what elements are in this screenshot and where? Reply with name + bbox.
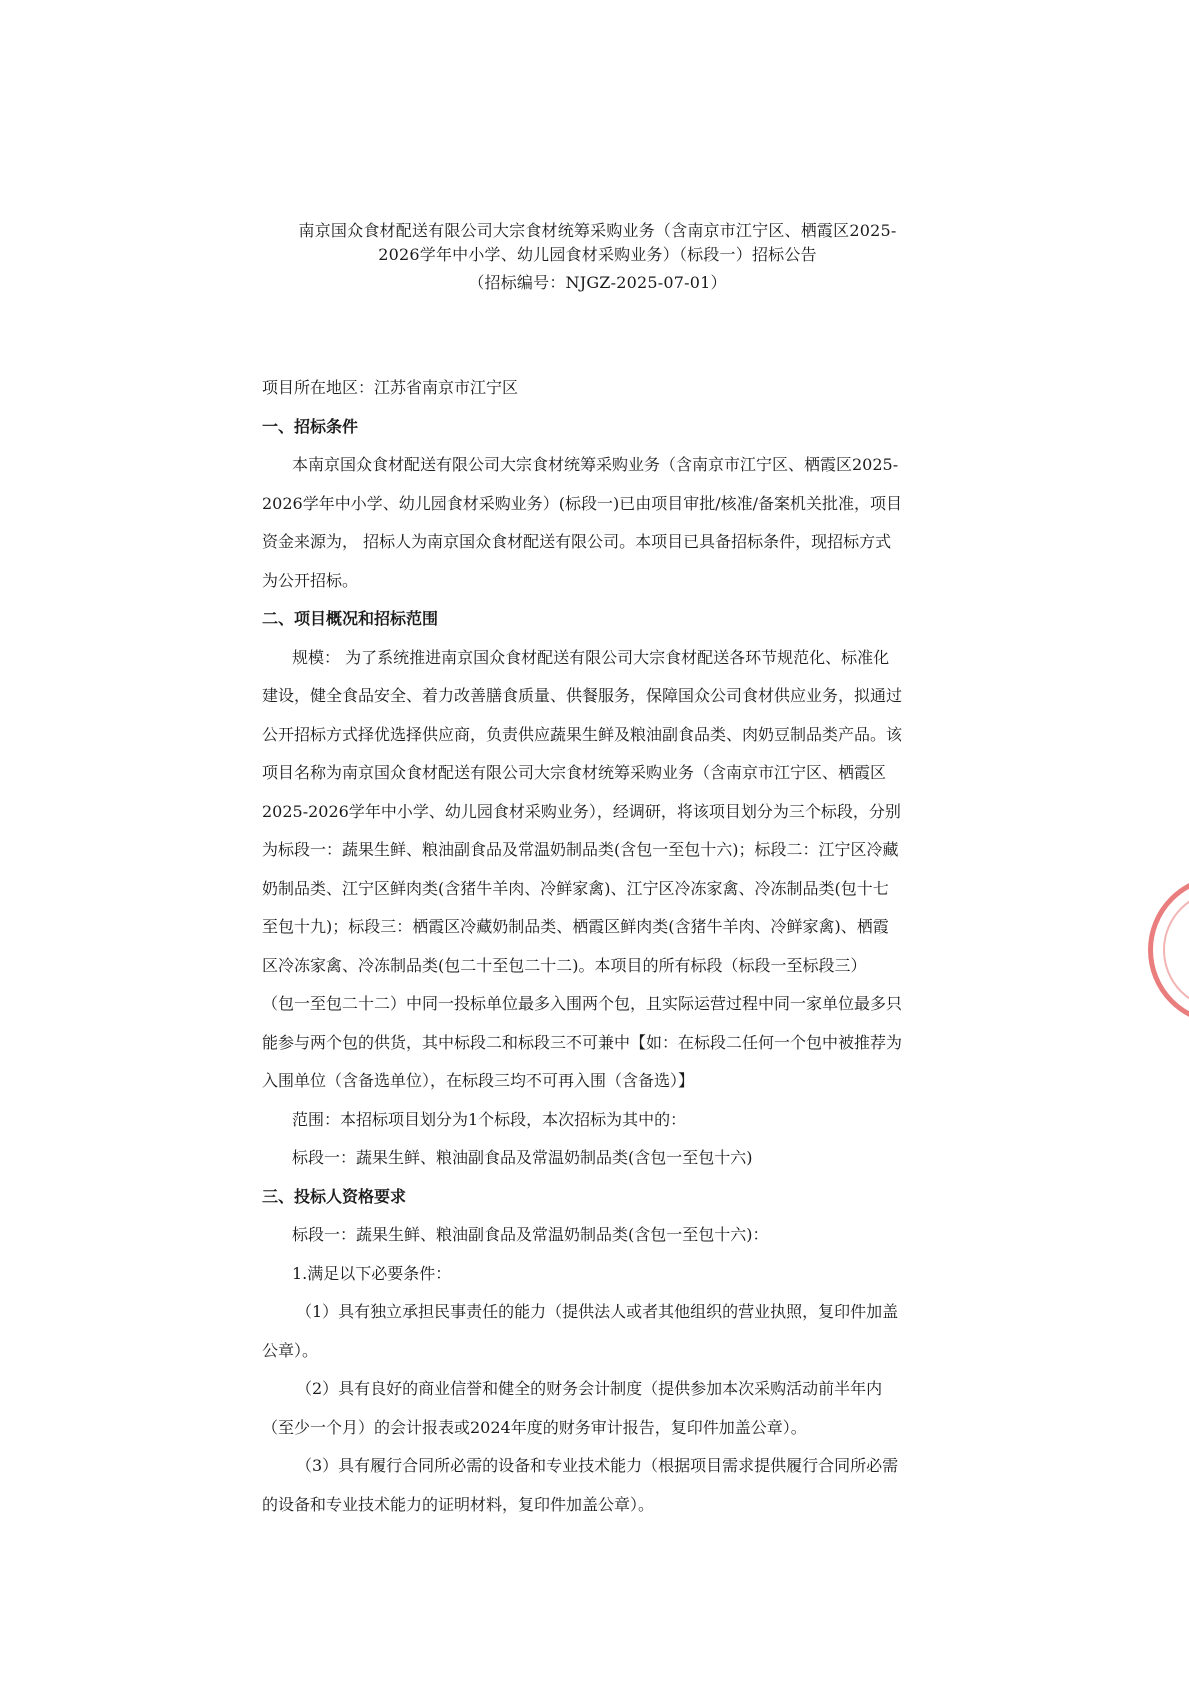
section-1-line: 2026学年中小学、幼儿园食材采购业务）(标段一)已由项目审批/核准/备案机关批准，项目	[262, 493, 902, 513]
section-2-scale-line: 奶制品类、江宁区鲜肉类(含猪牛羊肉、冷鲜家禽)、江宁区冷冻家禽、冷冻制品类(包十七	[262, 878, 889, 898]
section-1-heading: 一、招标条件	[262, 416, 359, 436]
title-line-1: 南京国众食材配送有限公司大宗食材统筹采购业务（含南京市江宁区、栖霞区2025-	[298, 221, 897, 240]
section-2-scale-line: 规模： 为了系统推进南京国众食材配送有限公司大宗食材配送各环节规范化、标准化	[292, 647, 890, 667]
project-region: 项目所在地区：江苏省南京市江宁区	[262, 378, 519, 397]
section-2-lot-line: 标段一：蔬果生鲜、粮油副食品及常温奶制品类(含包一至包十六)	[292, 1148, 753, 1167]
section-2-scale-line: 为标段一：蔬果生鲜、粮油副食品及常温奶制品类(含包一至包十六)；标段二：江宁区冷藏	[262, 840, 899, 859]
title-line-2: 2026学年中小学、幼儿园食材采购业务）（标段一）招标公告	[378, 245, 817, 264]
section-2-scale-line: 公开招标方式择优选择供应商，负责供应蔬果生鲜及粮油副食品类、肉奶豆制品类产品。该	[262, 724, 903, 744]
section-2-scale-line: 至包十九)；标段三：栖霞区冷藏奶制品类、栖霞区鲜肉类(含猪牛羊肉、冷鲜家禽)、栖霞	[262, 917, 889, 936]
section-1-line: 资金来源为， 招标人为南京国众食材配送有限公司。本项目已具备招标条件，现招标方式	[262, 532, 892, 551]
section-2-scale-line: 区冷冻家禽、冷冻制品类(包二十至包二十二)。本项目的所有标段（标段一至标段三）	[262, 955, 867, 975]
section-2-scope-line: 范围：本招标项目划分为1个标段，本次招标为其中的：	[292, 1109, 687, 1129]
section-2-scale-line: 项目名称为南京国众食材配送有限公司大宗食材统筹采购业务（含南京市江宁区、栖霞区	[262, 763, 887, 782]
document-body	[262, 369, 940, 1524]
requirement-item-line: （3）具有履行合同所必需的设备和专业技术能力（根据项目需求提供履行合同所必需	[296, 1456, 899, 1475]
document-title	[250, 219, 945, 295]
requirement-item-line: （2）具有良好的商业信誉和健全的财务会计制度（提供参加本次采购活动前半年内	[296, 1379, 883, 1398]
section-2-scale-line: 建设，健全食品安全、着力改善膳食质量、供餐服务，保障国众公司食材供应业务，拟通过	[262, 686, 903, 705]
section-3-condition-title: 1.满足以下必要条件：	[292, 1263, 452, 1283]
section-3-heading: 三、投标人资格要求	[262, 1186, 407, 1206]
official-seal-stamp	[1148, 875, 1189, 1025]
section-1-line: 本南京国众食材配送有限公司大宗食材统筹采购业务（含南京市江宁区、栖霞区2025-	[292, 455, 899, 474]
bid-number: （招标编号：NJGZ-2025-07-01）	[468, 273, 727, 292]
requirement-item-line: 公章）。	[262, 1340, 319, 1360]
official-seal-inner-ring	[1163, 890, 1189, 1010]
section-2-scale-line: 能参与两个包的供货，其中标段二和标段三不可兼中【如：在标段二任何一个包中被推荐为	[262, 1032, 903, 1052]
requirement-item-line: 的设备和专业技术能力的证明材料，复印件加盖公章）。	[262, 1494, 655, 1514]
requirement-item-line: （1）具有独立承担民事责任的能力（提供法人或者其他组织的营业执照，复印件加盖	[296, 1302, 899, 1321]
section-2-scale-line: （包一至包二十二）中同一投标单位最多入围两个包，且实际运营过程中同一家单位最多只	[262, 994, 903, 1013]
section-2-scale-line: 入围单位（含备选单位），在标段三均不可再入围（含备选）】	[262, 1071, 695, 1090]
section-1-line: 为公开招标。	[262, 570, 359, 590]
section-3-lot-line: 标段一：蔬果生鲜、粮油副食品及常温奶制品类(含包一至包十六)：	[292, 1225, 769, 1244]
section-2-heading: 二、项目概况和招标范围	[262, 609, 439, 628]
section-2-scale-line: 2025-2026学年中小学、幼儿园食材采购业务），经调研，将该项目划分为三个标段，分别	[262, 801, 901, 821]
requirement-item-line: （至少一个月）的会计报表或2024年度的财务审计报告，复印件加盖公章）。	[262, 1417, 807, 1437]
